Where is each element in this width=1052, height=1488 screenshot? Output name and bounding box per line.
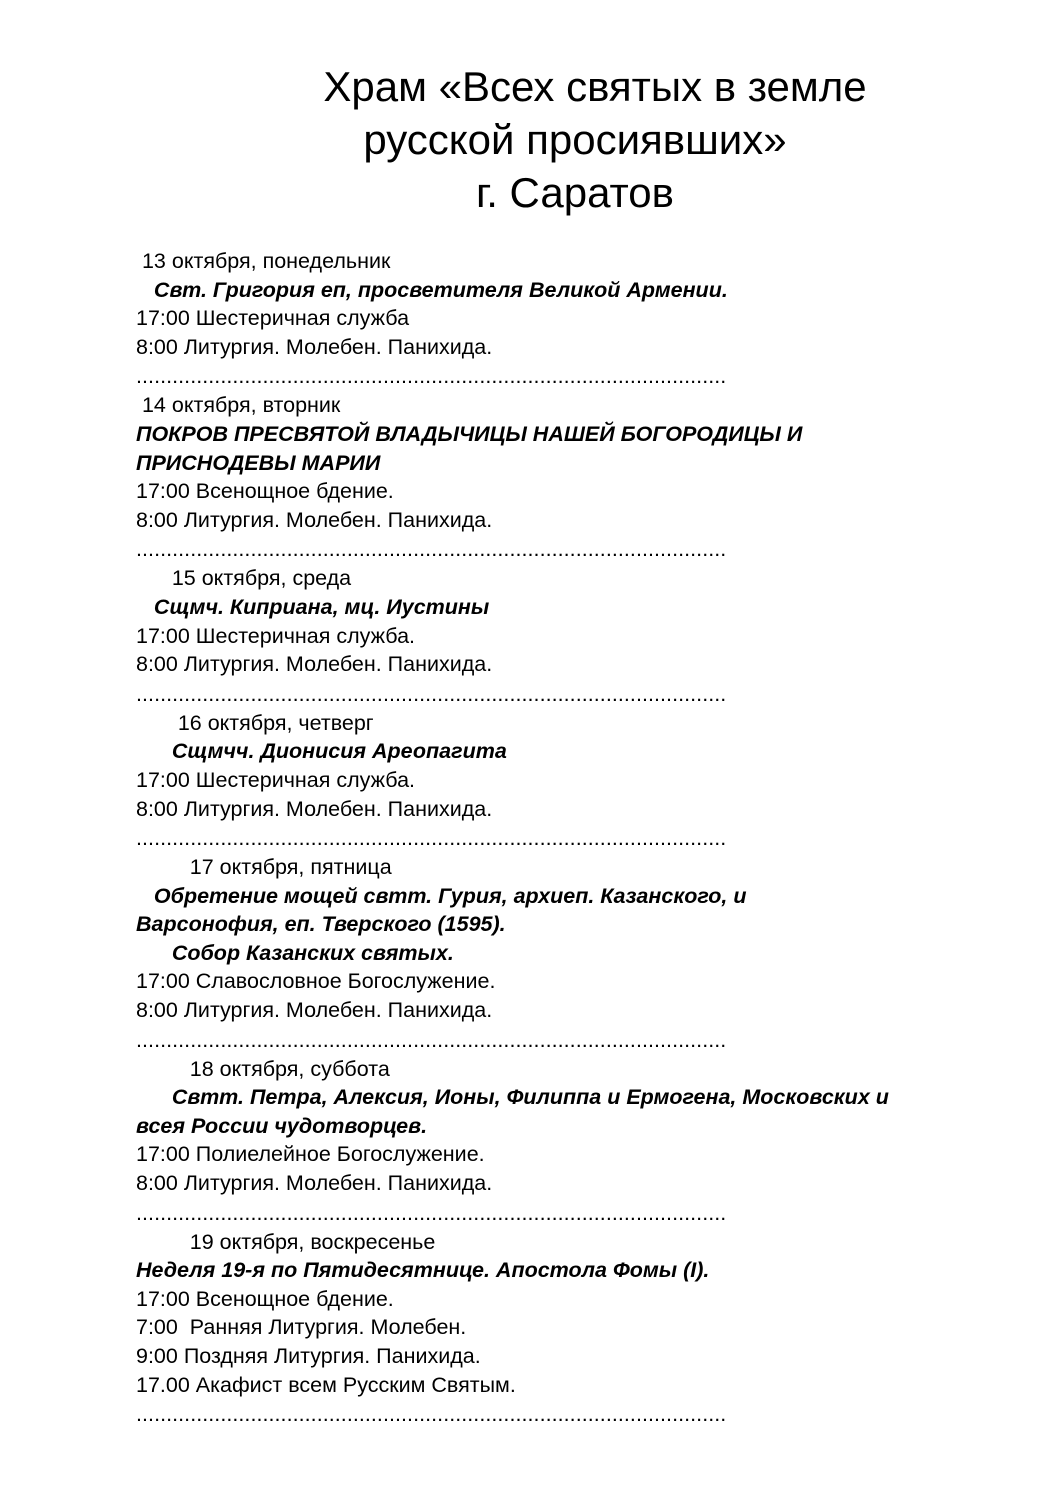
day-block (136, 1055, 1036, 1228)
dotted-separator: .................................................................................................. (136, 1027, 727, 1052)
day-date: 15 октября, среда (136, 566, 352, 591)
day-block (136, 1228, 1036, 1430)
service-time: 17:00 Славословное Богослужение. (136, 969, 496, 994)
day-block (136, 247, 1036, 391)
service-time: 17:00 Полиелейное Богослужение. (136, 1142, 485, 1167)
service-time: 17.00 Акафист всем Русским Святым. (136, 1372, 516, 1397)
feast-title: ПРИСНОДЕВЫ МАРИИ (136, 450, 381, 475)
title-line-2: русской просиявших» (363, 116, 787, 163)
feast-title: Свт. Григория еп, просветителя Великой Армении. (136, 277, 728, 302)
day-block (136, 709, 1036, 853)
dotted-separator: .................................................................................................. (136, 537, 727, 562)
dotted-separator: .................................................................................................. (136, 364, 727, 389)
service-time: 17:00 Всенощное бдение. (136, 1286, 394, 1311)
feast-title: ПОКРОВ ПРЕСВЯТОЙ ВЛАДЫЧИЦЫ НАШЕЙ БОГОРОДИЦЫ И (136, 421, 803, 446)
service-time: 8:00 Литургия. Молебен. Панихида. (136, 334, 493, 359)
document-title (0, 60, 1052, 219)
day-date: 14 октября, вторник (136, 393, 341, 418)
title-line-3: г. Саратов (476, 169, 674, 216)
service-time: 8:00 Литургия. Молебен. Панихида. (136, 652, 493, 677)
title-line-1: Храм «Всех святых в земле (323, 63, 867, 110)
service-time: 8:00 Литургия. Молебен. Панихида. (136, 998, 493, 1023)
feast-title: всея России чудотворцев. (136, 1113, 428, 1138)
service-time: 17:00 Всенощное бдение. (136, 479, 394, 504)
schedule (136, 247, 1036, 1429)
dotted-separator: .................................................................................................. (136, 681, 727, 706)
dotted-separator: .................................................................................................. (136, 1200, 727, 1225)
service-time: 17:00 Шестеричная служба. (136, 623, 416, 648)
day-date: 19 октября, воскресенье (136, 1229, 436, 1254)
dotted-separator: .................................................................................................. (136, 1402, 727, 1427)
day-date: 13 октября, понедельник (136, 249, 391, 273)
service-time: 17:00 Шестеричная служба (136, 306, 410, 331)
feast-title: Собор Казанских святых. (136, 940, 454, 965)
feast-title: Свтт. Петра, Алексия, Ионы, Филиппа и Ермогена, Московских и (136, 1085, 889, 1110)
service-time: 17:00 Шестеричная служба. (136, 767, 416, 792)
feast-title: Сщмчч. Дионисия Ареопагита (136, 739, 507, 764)
service-time: 9:00 Поздняя Литургия. Панихида. (136, 1344, 481, 1368)
service-time: 8:00 Литургия. Молебен. Панихида. (136, 1171, 493, 1196)
feast-title: Обретение мощей свтт. Гурия, архиеп. Казанского, и (136, 883, 747, 908)
service-time: 8:00 Литургия. Молебен. Панихида. (136, 796, 493, 821)
day-block (136, 853, 1036, 1055)
day-date: 16 октября, четверг (136, 710, 374, 735)
feast-title: Неделя 19-я по Пятидесятнице. Апостола Фомы (I). (136, 1258, 710, 1283)
day-date: 18 октября, суббота (136, 1056, 390, 1081)
dotted-separator: .................................................................................................. (136, 826, 727, 851)
feast-title: Сщмч. Киприана, мц. Иустины (136, 594, 490, 619)
service-time: 7:00 Ранняя Литургия. Молебен. (136, 1315, 467, 1340)
day-block (136, 564, 1036, 708)
feast-title: Варсонофия, еп. Тверского (1595). (136, 912, 506, 937)
day-block (136, 391, 1036, 564)
service-time: 8:00 Литургия. Молебен. Панихида. (136, 507, 493, 532)
day-date: 17 октября, пятница (136, 855, 392, 880)
